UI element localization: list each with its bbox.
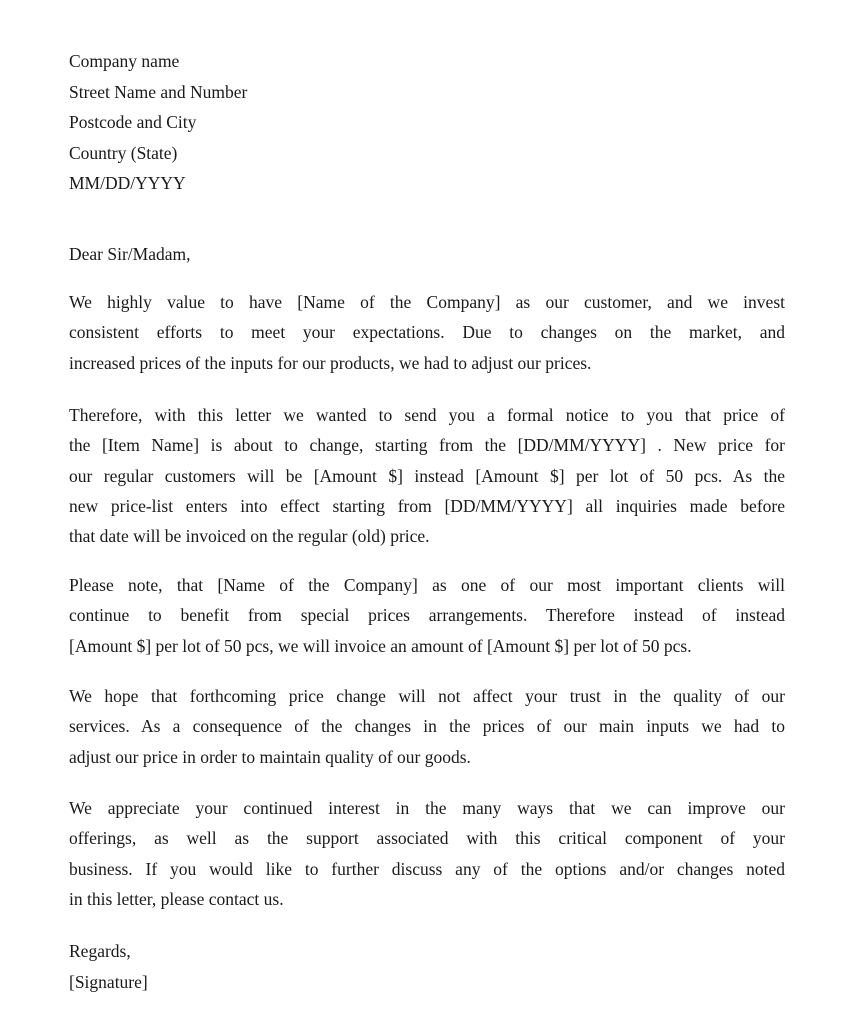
body-paragraph-3 — [69, 570, 785, 661]
sender-street: Street Name and Number — [69, 81, 248, 102]
sender-country: Country (State) — [69, 142, 178, 163]
paragraph-line: services. As a consequence of the changes in the prices of our main inputs we had to — [69, 716, 785, 737]
paragraph-line: [Amount $] per lot of 50 pcs, we will invoice an amount of [Amount $] per lot of 50 pcs. — [69, 635, 692, 656]
paragraph-line: adjust our price in order to maintain quality of our goods. — [69, 746, 471, 767]
letter-date: MM/DD/YYYY — [69, 173, 186, 193]
paragraph-line: We highly value to have [Name of the Company] as our customer, and we invest — [69, 292, 785, 312]
paragraph-line: new price-list enters into effect starting from [DD/MM/YYYY] all inquiries made before — [69, 495, 785, 516]
paragraph-line: in this letter, please contact us. — [69, 888, 284, 909]
paragraph-line: business. If you would like to further discuss any of the options and/or changes noted — [69, 858, 785, 879]
closing-regards: Regards, — [69, 941, 131, 961]
sender-postcode-city: Postcode and City — [69, 112, 197, 132]
sender-company-name: Company name — [69, 51, 180, 71]
paragraph-line: consistent efforts to meet your expectations. Due to changes on the market, and — [69, 322, 785, 343]
paragraph-line: our regular customers will be [Amount $] instead [Amount $] per lot of 50 pcs. As the — [69, 465, 785, 486]
paragraph-line: continue to benefit from special prices arrangements. Therefore instead of instead — [69, 605, 785, 626]
paragraph-line: Therefore, with this letter we wanted to send you a formal notice to you that price of — [69, 405, 785, 425]
paragraph-line: increased prices of the inputs for our products, we had to adjust our prices. — [69, 352, 592, 373]
body-paragraph-4 — [69, 681, 785, 772]
body-paragraph-2 — [69, 400, 785, 551]
paragraph-line: Please note, that [Name of the Company] as one of our most important clients will — [69, 575, 785, 595]
salutation: Dear Sir/Madam, — [69, 244, 191, 264]
sender-address-block — [69, 46, 247, 199]
paragraph-line: the [Item Name] is about to change, starting from the [DD/MM/YYYY] . New price for — [69, 435, 785, 456]
paragraph-line: We hope that forthcoming price change will not affect your trust in the quality of our — [69, 686, 785, 706]
paragraph-line: We appreciate your continued interest in the many ways that we can improve our — [69, 798, 785, 818]
body-paragraph-1 — [69, 287, 785, 378]
body-paragraph-5 — [69, 793, 785, 914]
signature-placeholder: [Signature] — [69, 971, 148, 992]
paragraph-line: that date will be invoiced on the regular (old) price. — [69, 526, 430, 547]
paragraph-line: offerings, as well as the support associated with this critical component of your — [69, 828, 785, 849]
closing-block — [69, 936, 148, 997]
